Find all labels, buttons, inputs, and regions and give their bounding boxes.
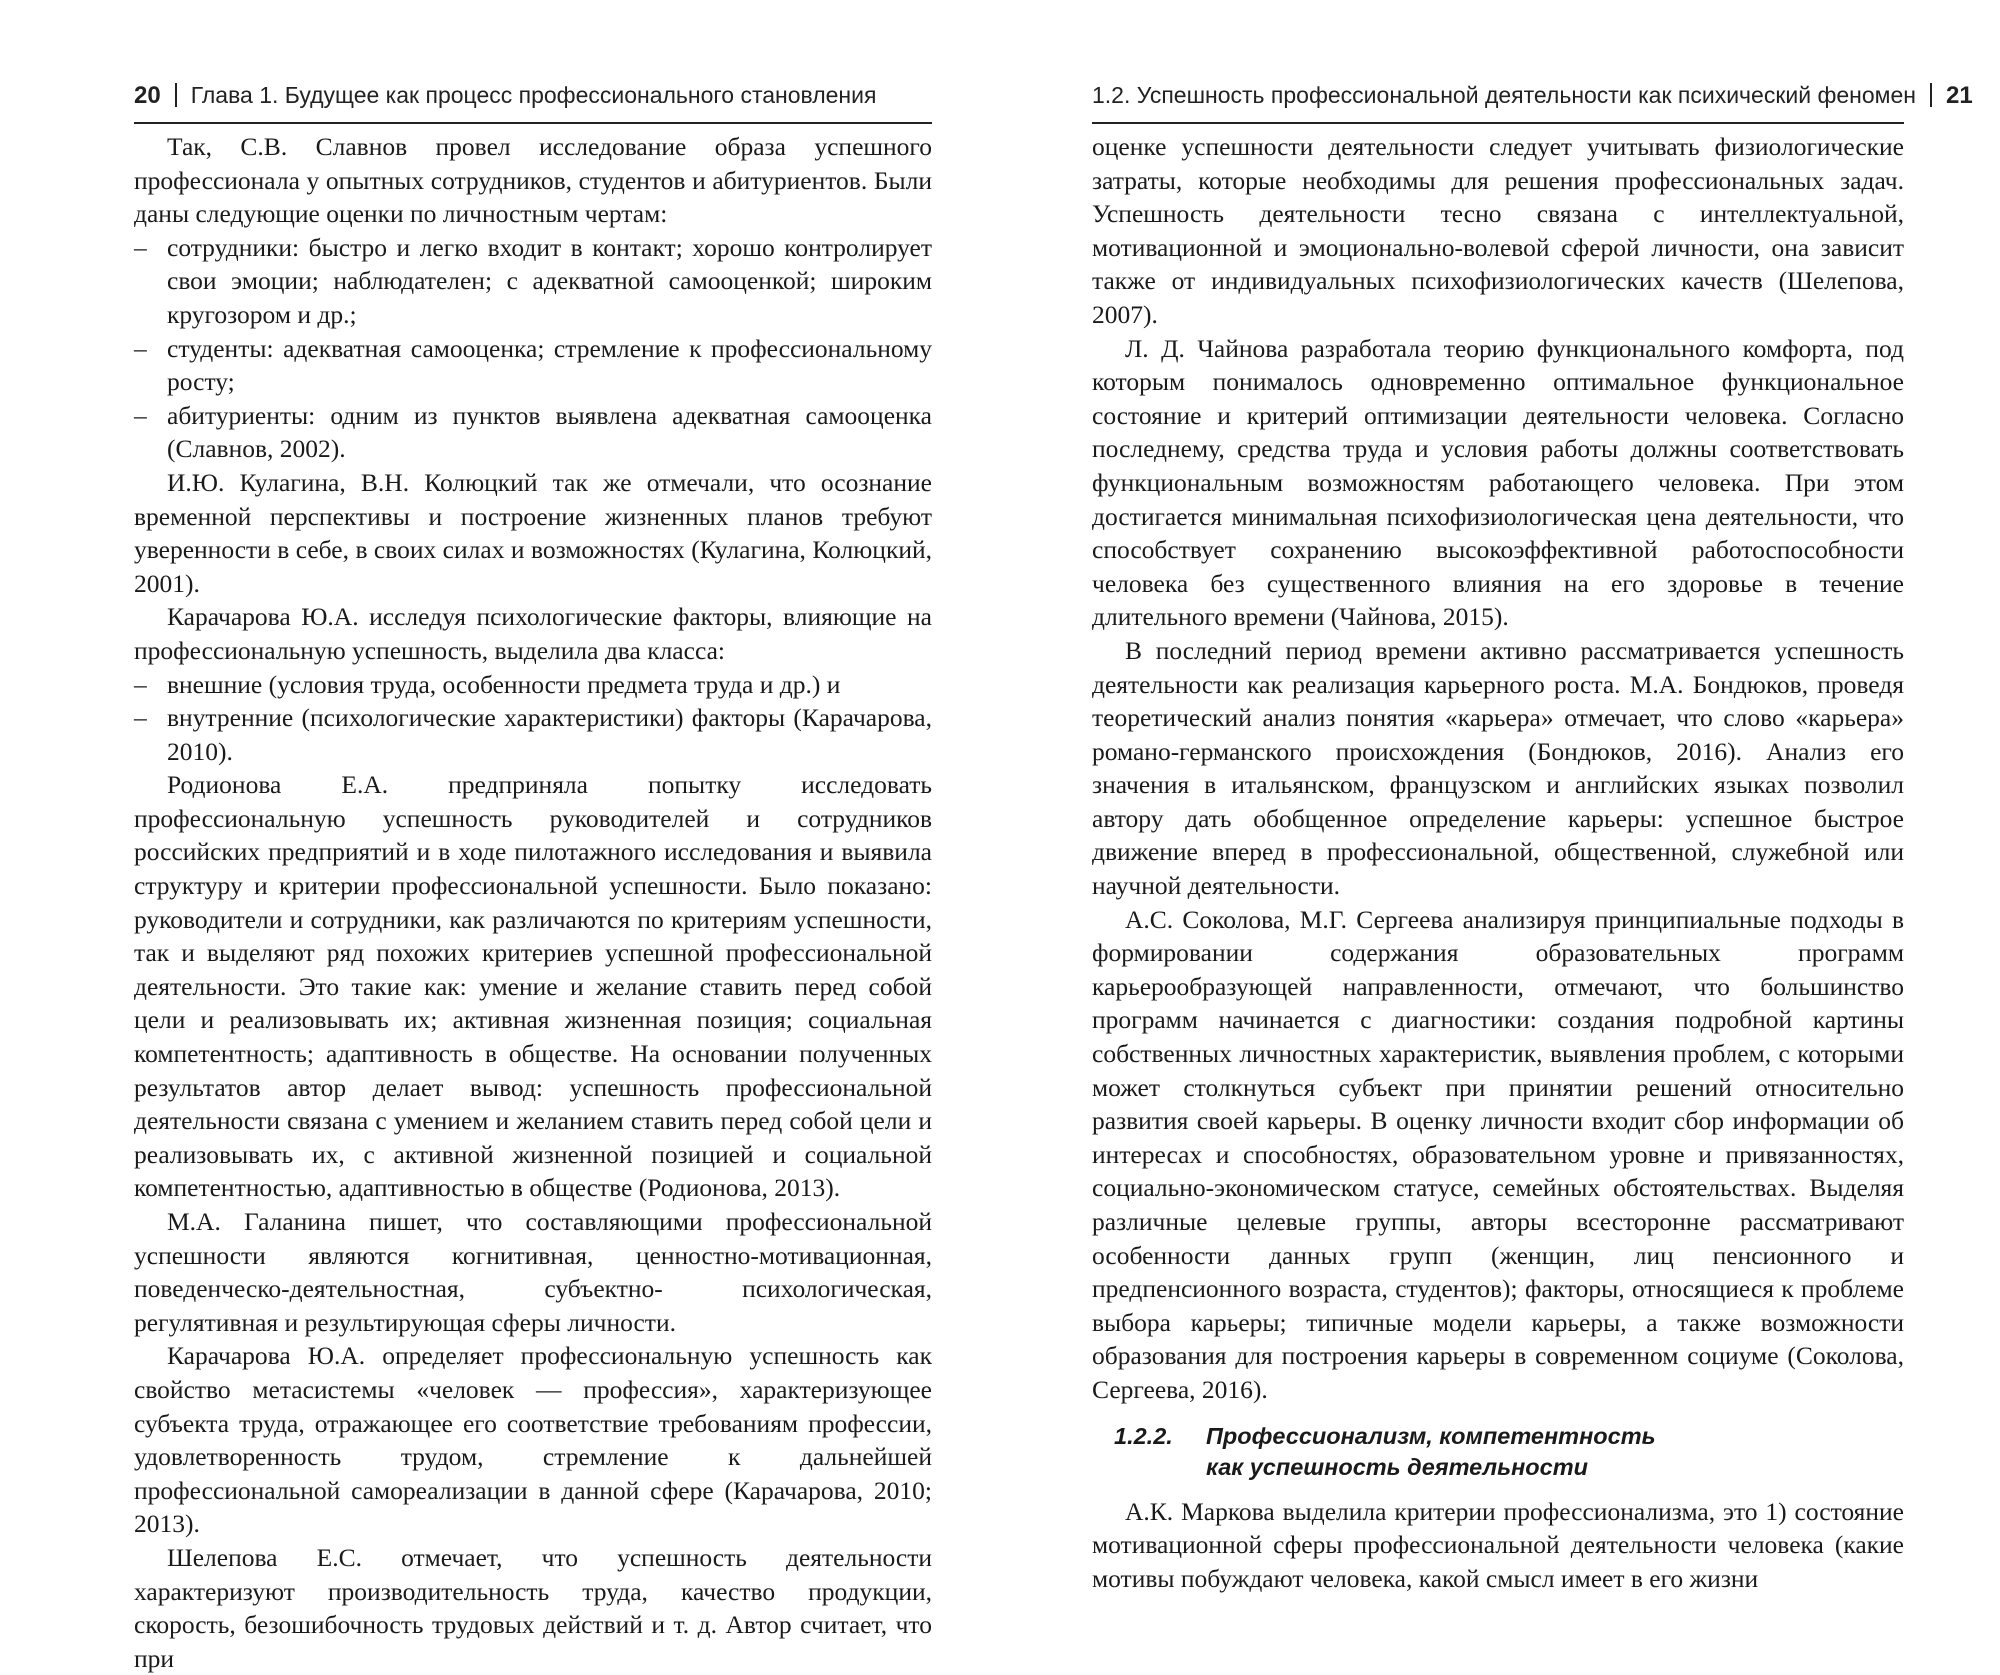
paragraph: оценке успешности деятельности следует учитывать физиологические затраты, которые необходимы для решения профессиональных задач. Успешность деятельности тесно связана с интеллектуальной, мотивационной и эмоционально-волевой сферой личности, она зависит также от индивидуальных психофизиологических качеств (Шелепова, 2007). [1092, 132, 1904, 329]
paragraph: Так, С.В. Славнов провел исследование образа успешного профессионала у опытных сотрудников, студентов и абитуриентов. Были даны следующие оценки по личностным чертам: [134, 132, 932, 229]
section-title: 1.2. Успешность профессиональной деятельности как психический феномен [1092, 82, 1916, 108]
subheading-line2: как успешность деятельности [1206, 1453, 1588, 1480]
right-running-header [1092, 82, 1973, 110]
paragraph: А.С. Соколова, М.Г. Сергеева анализируя принципиальные подходы в формировании содержания образовательных программ карьерообразующей направленности, отмечают, что большинство программ начинается с диагностики: создания подробной картины собственных личностных характеристик, выявления проблем, с которыми может столкнуться субъект при принятии решений относительно развития своей карьеры. В оценку личности входит сбор информации об интересах и способностях, образовательном уровне и привязанностях, социально-экономическом статусе, семейных обстоятельствах. Выделяя различные целевые группы, авторы всесторонне рассматривают особенности данных групп (женщин, лиц пенсионного и предпенсионного возраста, студентов); факторы, относящиеся к проблеме выбора карьеры; типичные модели карьеры, а также возможности образования для построения карьеры в современном социуме (Соколова, Сергеева, 2016). [1092, 904, 1904, 1404]
list-item [134, 231, 932, 332]
paragraph: И.Ю. Кулагина, В.Н. Колюцкий так же отмечали, что осознание временной перспективы и построение жизненных планов требуют уверенности в себе, в своих силах и возможностях (Кулагина, Колюцкий, 2001). [134, 467, 932, 598]
paragraph: М.А. Галанина пишет, что составляющими профессиональной успешности являются когнитивная, ценностно-мотивационная, поведенческо-деятельностная, субъектно- психологическая, регулятивная и результирующая сферы личности. [134, 1207, 932, 1337]
header-rule [134, 122, 932, 124]
list-item-text: внутренние (психологические характеристики) факторы (Карачарова, 2010). [167, 703, 932, 766]
paragraph: Родионова Е.А. предприняла попытку исследовать профессиональную успешность руководителей и сотрудников российских предприятий и в ходе пилотажного исследования и выявила структуру и критерии профессиональной успешности. Было показано: руководители и сотрудники, как различаются по критериям успешности, так и выделяют ряд похожих критериев успешной профессиональной деятельности. Это такие как: умение и желание ставить перед собой цели и реализовывать их; активная жизненная позиция; социальная компетентность; адаптивность в обществе. На основании полученных результатов автор делает вывод: успешность профессиональной деятельности связана с умением и желанием ставить перед собой цели и реализовывать их, с активной жизненной позицией и социальной компетентностью, адаптивностью в обществе (Родионова, 2013). [134, 770, 932, 1203]
list-item-text: студенты: адекватная самооценка; стремление к профессиональному росту; [167, 333, 932, 397]
list-dash: – [134, 400, 147, 430]
chapter-title: Глава 1. Будущее как процесс профессионального становления [190, 82, 877, 108]
paragraph: А.К. Маркова выделила критерии профессионализма, это 1) состояние мотивационной сферы профессиональной деятельности человека (какие мотивы побуждают человека, какой смысл имеет в его жизни [1092, 1496, 1904, 1593]
list-item-text: абитуриенты: одним из пунктов выявлена адекватная самооценка (Славнов, 2002). [167, 400, 932, 464]
list-item-text: сотрудники: быстро и легко входит в контакт; хорошо контролирует свои эмоции; наблюдателен; с адекватной самооценкой; широким кругозором и др.; [167, 232, 932, 329]
list-item [134, 668, 932, 702]
page-number: 20 [134, 82, 161, 109]
paragraph: Карачарова Ю.А. определяет профессиональную успешность как свойство метасистемы «человек — профессия», характеризующее субъекта труда, отражающее его соответствие требованиям профессии, удовлетворенность трудом, стремление к дальнейшей профессиональной самореализации в данной сфере (Карачарова, 2010; 2013). [134, 1341, 932, 1539]
paragraph: В последний период времени активно рассматривается успешность деятельности как реализация карьерного роста. М.А. Бондюков, проведя теоретический анализ понятия «карьера» отмечает, что слово «карьера» романо-германского происхождения (Бондюков, 2016). Анализ его значения в итальянском, французском и английских языках позволил автору дать обобщенное определение карьеры: успешное быстрое движение вперед в профессиональной, общественной, служебной или научной деятельности. [1092, 635, 1904, 901]
list-item-text: внешние (условия труда, особенности предмета труда и др.) и [167, 669, 841, 699]
header-separator [175, 83, 177, 107]
paragraph: Шелепова Е.С. отмечает, что успешность деятельности характеризуют производительность труда, качество продукции, скорость, безошибочность трудовых действий и т. д. Автор считает, что при [134, 1542, 932, 1673]
header-separator [1930, 83, 1932, 107]
page-number: 21 [1945, 82, 1973, 109]
paragraph: Карачарова Ю.А. исследуя психологические факторы, влияющие на профессиональную успешность, выделила два класса: [134, 602, 932, 665]
header-rule [1092, 122, 1904, 124]
list-dash: – [134, 232, 147, 262]
subheading-number: 1.2.2. [1114, 1422, 1173, 1449]
list-item [134, 332, 932, 399]
left-running-header [134, 82, 932, 110]
list-dash: – [134, 669, 147, 699]
list-dash: – [134, 333, 147, 363]
left-page [0, 0, 1000, 1673]
section-subheading [1114, 1421, 1904, 1483]
left-page-body [134, 130, 932, 1675]
list-item [134, 701, 932, 768]
right-page-body [1092, 130, 1904, 1595]
paragraph: Л. Д. Чайнова разработала теорию функционального комфорта, под которым понималось одновременно оптимальное функциональное состояние и критерий оптимизации деятельности человека. Согласно последнему, средства труда и условия работы должны соответствовать функциональным возможностям работающего человека. При этом достигается минимальная психофизиологическая цена деятельности, что способствует сохранению высокоэффективной работоспособности человека без существенного влияния на его здоровье в течение длительного времени (Чайнова, 2015). [1092, 333, 1904, 632]
right-page [1000, 0, 2000, 1593]
list-dash: – [134, 703, 147, 733]
subheading-line1: Профессионализм, компетентность [1206, 1422, 1656, 1449]
list-item [134, 399, 932, 466]
